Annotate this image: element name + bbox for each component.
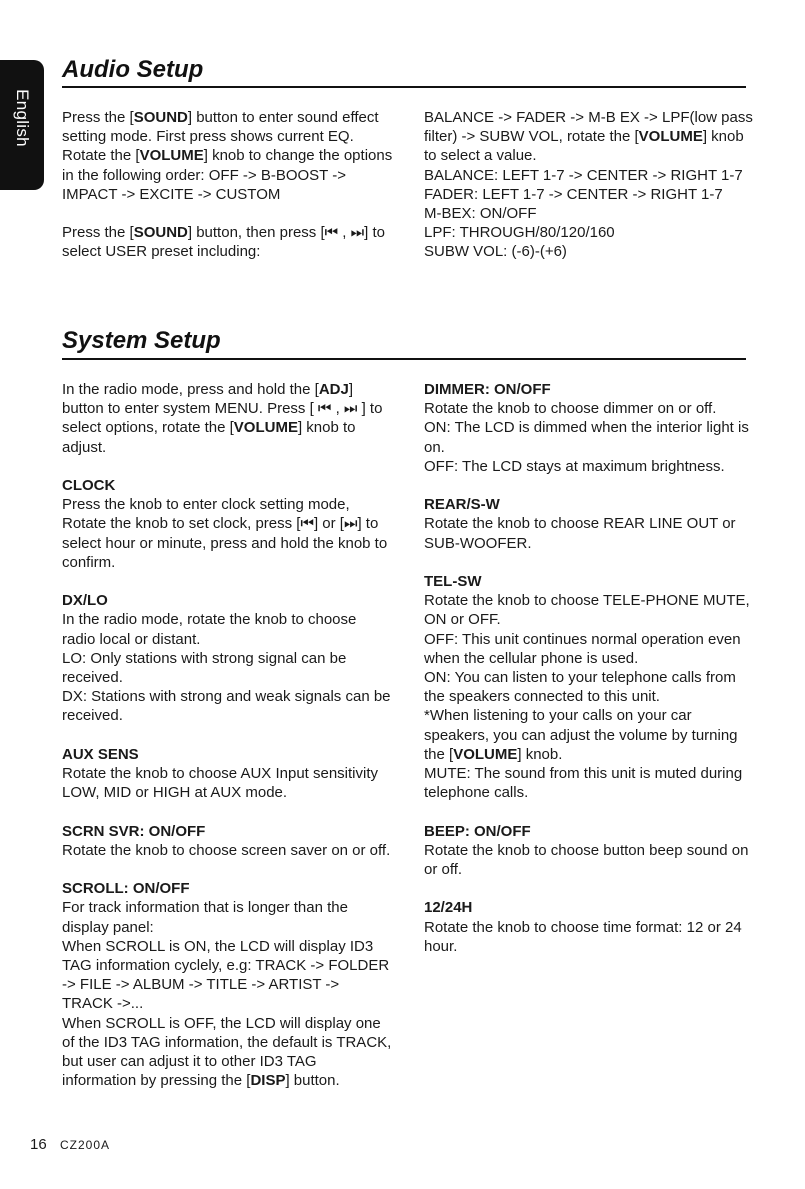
time-format-text: Rotate the knob to choose time format: 12 or 24 hour. [424, 918, 742, 955]
audio-user-preset-paragraph: Press the [SOUND] button, then press [⏮ , ⏭] to select USER preset including: [62, 224, 385, 261]
scroll-off-text: When SCROLL is OFF, the LCD will display one of the ID3 TAG information, the default is TRACK, but user can adjust it to other ID3 TAG information by pressing the [DISP] button. [62, 1014, 392, 1090]
audio-mbex-line: M-BEX: ON/OFF [424, 205, 537, 223]
dxlo-heading: DX/LO [62, 592, 108, 610]
system-setup-rule [62, 358, 746, 360]
rearsw-heading: REAR/S-W [424, 496, 500, 514]
rearsw-text: Rotate the knob to choose REAR LINE OUT or SUB-WOOFER. [424, 515, 736, 552]
dimmer-on-text: ON: The LCD is dimmed when the interior light is on. [424, 419, 749, 456]
clock-text: Press the knob to enter clock setting mode, Rotate the knob to set clock, press [⏮] or [⏭] to select hour or minute, press and hold the knob to confirm. [62, 496, 388, 571]
dimmer-heading: DIMMER: ON/OFF [424, 381, 551, 398]
system-intro: In the radio mode, press and hold the [ADJ] button to enter system MENU. Press [ ⏮ , ⏭ ] to select options, rotate the [VOLUME] knob to adjust. [62, 381, 383, 456]
telsw-text: Rotate the knob to choose TELE-PHONE MUTE, ON or OFF. [424, 592, 750, 629]
dxlo-dx-text: DX: Stations with strong and weak signals can be received. [62, 688, 391, 725]
scroll-intro-text: For track information that is longer than the display panel: [62, 899, 348, 936]
page-number: 16 [30, 1136, 47, 1153]
audio-subw-line: SUBW VOL: (-6)-(+6) [424, 243, 567, 261]
audio-left-column [62, 108, 394, 262]
system-setup-title: System Setup [62, 327, 221, 354]
audio-balance-line: BALANCE: LEFT 1-7 -> CENTER -> RIGHT 1-7 [424, 166, 743, 184]
telsw-heading: TEL-SW [424, 573, 482, 590]
scroll-on-text: When SCROLL is ON, the LCD will display ID3 TAG information cyclely, e.g: TRACK -> FOLDER -> FILE -> ALBUM -> TITLE -> ARTIST -> TRACK ->... [62, 937, 390, 1013]
audio-fader-line: FADER: LEFT 1-7 -> CENTER -> RIGHT 1-7 [424, 185, 723, 203]
audio-sound-paragraph: Press the [SOUND] button to enter sound effect setting mode. First press shows current EQ. Rotate the [VOLUME] knob to change the options in the following order: OFF -> B-BOOST -> IMPACT -> EXCITE -> CUSTOM [62, 109, 393, 203]
telsw-mute-text: MUTE: The sound from this unit is muted during telephone calls. [424, 765, 743, 802]
time-format-heading: 12/24H [424, 899, 473, 917]
auxsens-text: Rotate the knob to choose AUX Input sensitivity LOW, MID or HIGH at AUX mode. [62, 765, 379, 802]
clock-heading: CLOCK [62, 477, 116, 494]
dimmer-text: Rotate the knob to choose dimmer on or off. [424, 400, 717, 418]
scrnsvr-text: Rotate the knob to choose screen saver on or off. [62, 841, 391, 859]
dxlo-lo-text: LO: Only stations with strong signal can be received. [62, 649, 347, 687]
language-tab-label: English [13, 89, 32, 147]
dimmer-off-text: OFF: The LCD stays at maximum brightness. [424, 457, 725, 475]
system-right-column [424, 380, 754, 956]
beep-text: Rotate the knob to choose button beep sound on or off. [424, 841, 749, 879]
telsw-note-text: *When listening to your calls on your car speakers, you can adjust the volume by turning the [VOLUME] knob. [424, 707, 738, 763]
scroll-heading: SCROLL: ON/OFF [62, 880, 190, 898]
system-left-column [62, 380, 392, 1090]
audio-right-column [424, 108, 754, 262]
audio-lpf-line: LPF: THROUGH/80/120/160 [424, 224, 615, 242]
beep-heading: BEEP: ON/OFF [424, 822, 531, 840]
telsw-on-text: ON: You can listen to your telephone calls from the speakers connected to this unit. [424, 669, 736, 706]
model-name: CZ200A [60, 1138, 111, 1152]
audio-order-paragraph: BALANCE -> FADER -> M-B EX -> LPF(low pass filter) -> SUBW VOL, rotate the [VOLUME] knob to select a value. [424, 109, 753, 165]
scrnsvr-heading: SCRN SVR: ON/OFF [62, 822, 206, 840]
audio-setup-rule [62, 86, 746, 88]
dxlo-text: In the radio mode, rotate the knob to choose radio local or distant. [62, 611, 357, 648]
audio-setup-title: Audio Setup [62, 56, 204, 83]
telsw-off-text: OFF: This unit continues normal operation even when the cellular phone is used. [424, 630, 741, 667]
auxsens-heading: AUX SENS [62, 745, 139, 763]
